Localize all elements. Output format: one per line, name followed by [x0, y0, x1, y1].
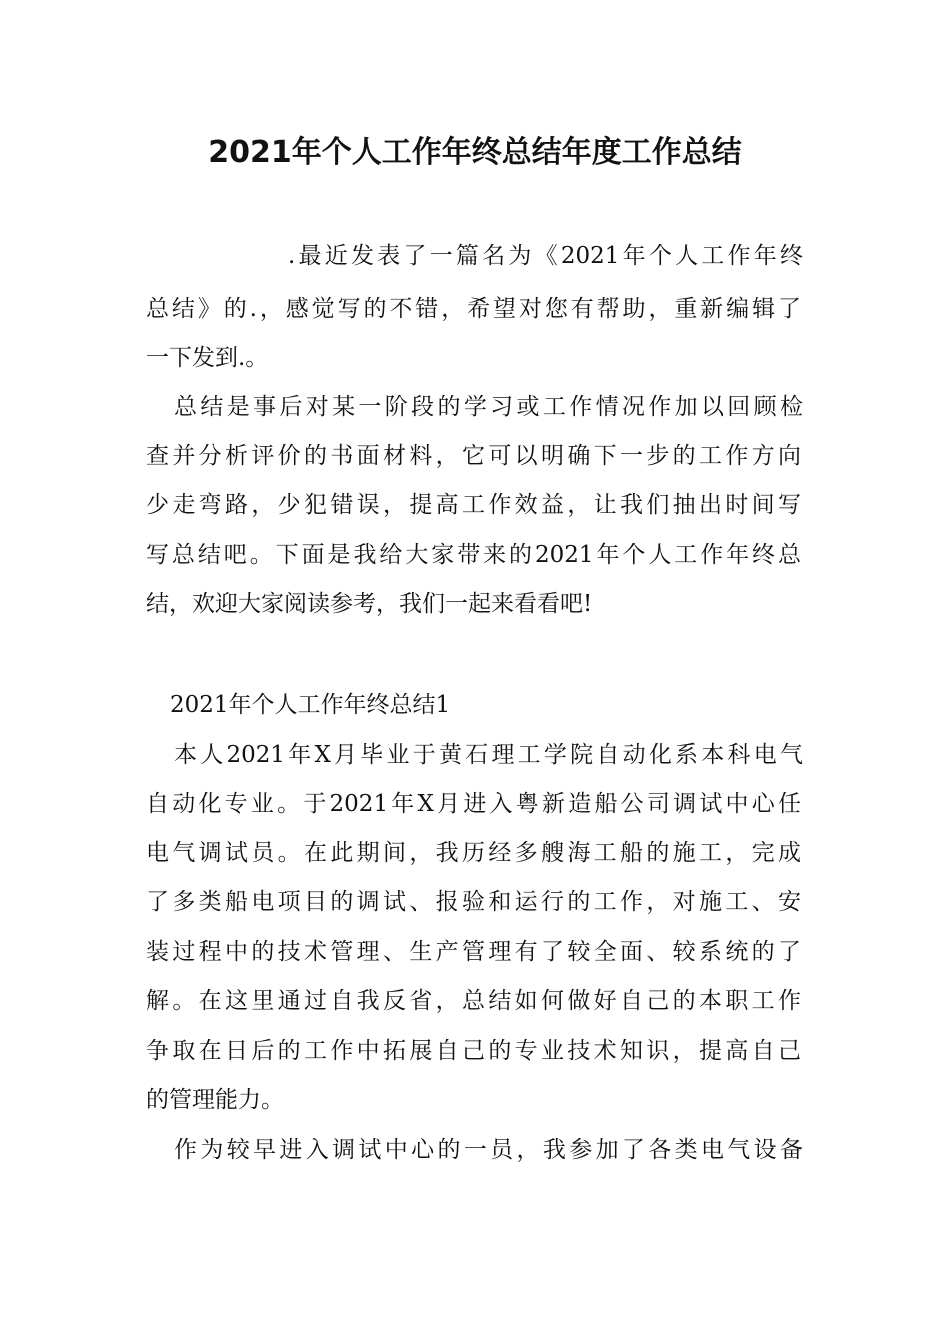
paragraph-line: 电气调试员。在此期间，我历经多艘海工船的施工，完成	[146, 840, 801, 866]
paragraph-line: 的管理能力。	[146, 1087, 284, 1113]
paragraph-line: 自动化专业。于2021年X月进入粤新造船公司调试中心任	[146, 791, 801, 817]
paragraph-line: 一下发到.。	[146, 345, 269, 371]
paragraph-line: 作为较早进入调试中心的一员，我参加了各类电气设备	[174, 1137, 803, 1163]
paragraph-line: 查并分析评价的书面材料，它可以明确下一步的工作方向	[146, 443, 801, 469]
paragraph-line: 装过程中的技术管理、生产管理有了较全面、较系统的了	[146, 939, 801, 965]
paragraph-line: 总结是事后对某一阶段的学习或工作情况作加以回顾检	[174, 394, 803, 420]
paragraph-line: 写总结吧。下面是我给大家带来的2021年个人工作年终总	[146, 542, 801, 568]
section-heading: 2021年个人工作年终总结1	[170, 692, 451, 718]
paragraph-line: 解。在这里通过自我反省，总结如何做好自己的本职工作	[146, 988, 801, 1014]
paragraph-line: 争取在日后的工作中拓展自己的专业技术知识，提高自己	[146, 1038, 801, 1064]
paragraph-line: 了多类船电项目的调试、报验和运行的工作，对施工、安	[146, 889, 801, 915]
paragraph-line: 总结》的.，感觉写的不错，希望对您有帮助，重新编辑了	[146, 296, 801, 322]
document-title: 2021年个人工作年终总结年度工作总结	[208, 135, 742, 170]
paragraph-line: 本人2021年X月毕业于黄石理工学院自动化系本科电气	[174, 742, 803, 768]
paragraph-line: 结，欢迎大家阅读参考，我们一起来看看吧!	[146, 591, 593, 617]
paragraph-line: 少走弯路，少犯错误，提高工作效益，让我们抽出时间写	[146, 492, 801, 518]
paragraph-line: .最近发表了一篇名为《2021年个人工作年终	[288, 243, 803, 269]
